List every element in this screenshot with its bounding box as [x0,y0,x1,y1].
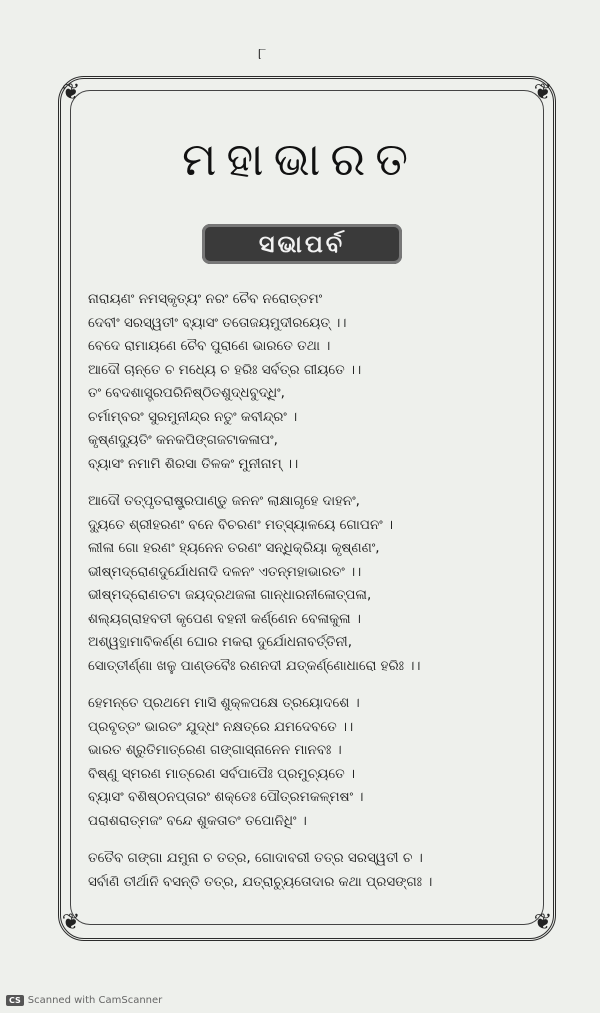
verse-stanza [88,847,538,894]
verse-line: ପରାଶରାତ୍ମଜଂ ବନ୍ଦେ ଶୁକତାତଂ ତପୋନିଧିଂ । [88,812,307,829]
verse-line: ନାରାୟଣଂ ନମସ୍କୃତ୍ୟଂ ନରଂ ଚୈବ ନରୋତ୍ତମଂ [88,291,323,307]
verse-line: ଦ୍ୟୁତେ ଶ୍ରୀହରଣଂ ବନେ ବିଚରଣଂ ମତ୍ସ୍ୟାଳୟେ ଗୋପନଂ । [88,516,394,533]
verse-stanza [88,490,538,678]
verse-line: ସର୍ବାଣି ତୀର୍ଥାନି ବସନ୍ତି ତତ୍ର, ଯତ୍ରାଚ୍ୟୁତୋଦାର କଥା ପ୍ରସଙ୍ଗଃ । [88,873,433,890]
verse-line: ତତୈବ ଗଙ୍ଗା ଯମୁନା ଚ ତତ୍ର, ଗୋଦାବରୀ ତତ୍ର ସରସ୍ୱତୀ ଚ । [88,850,423,866]
subtitle-text: ସଭାପର୍ବ [258,230,346,258]
verse-line: ତଂ ବେଦଶାସ୍ତ୍ରପରିନିଷ୍ଠିତଶୁଦ୍ଧବୁଦ୍ଧିଂ, [88,385,285,401]
scanner-watermark [6,995,162,1006]
subtitle-banner [202,224,402,264]
verse-line: ଆଦୌ ତତ୍ପୃତରାଷ୍ଟ୍ରପାଣ୍ଡୁ ଜନନଂ ଲାକ୍ଷାଗୃହେ ଦାହନଂ, [88,493,360,509]
verse-line: ଭୀଷ୍ମଦ୍ରୋଣଦୁର୍ଯୋଧନାଦି ଦଳନଂ ଏତନ୍ମହାଭାରତଂ ।। [88,563,362,580]
verse-line: ବିଷ୍ଣୁ ସ୍ମରଣ ମାତ୍ରେଣ ସର୍ବପାପୈଃ ପ୍ରମୁଚ୍ୟତେ । [88,765,356,782]
verse-line: ଆଦୌ ଚାନ୍ତେ ଚ ମଧ୍ୟେ ଚ ହରିଃ ସର୍ବତ୍ର ଗୀୟତେ ।। [88,361,362,378]
corner-ornament-icon: ❦ [61,80,81,105]
page-title: ମହାଭାରତ [181,132,419,186]
corner-ornament-icon: ❦ [533,910,553,935]
camscanner-logo: CS [6,995,24,1006]
verse-line: ଅଶ୍ୱତ୍ଥାମାବିକର୍ଣ୍ଣ ଘୋର ମକରା ଦୁର୍ଯୋଧନାବର୍ତ୍ତିନୀ, [88,634,353,650]
verse-line: ଲୀଳା ଗୋ ହରଣଂ ହ୍ୟନେନ ତରଣଂ ସନ୍ଧିକ୍ରିୟା କୃଷ୍ଣଣଂ, [88,540,380,556]
verse-stanza [88,288,538,476]
scanner-text: Scanned with CamScanner [27,995,163,1006]
verse-line: ପ୍ରବୃତ୍ତଂ ଭାରତଂ ଯୁଦ୍ଧଂ ନକ୍ଷତ୍ରେ ଯମଦେବତେ ।। [88,718,354,735]
page-number: ୮ [258,44,267,63]
verse-line: ଚର୍ମାମ୍ବରଂ ସୁରମୁନୀନ୍ଦ୍ର ନତୁଂ କବୀନ୍ଦ୍ରଂ । [88,408,298,425]
verse-line: ଦେବୀଂ ସରସ୍ୱତୀଂ ବ୍ୟାସଂ ତତୋଜୟମୁଦୀରୟେତ୍ ।। [88,314,347,331]
verse-line: ବେଦେ ରାମାୟଣେ ଚୈବ ପୁରାଣେ ଭାରତେ ତଥା । [88,338,331,354]
verse-line: ସୋତ୍ତୀର୍ଣ୍ଣା ଖଳୁ ପାଣ୍ଡବୈଃ ରଣନଦୀ ଯତ୍କର୍ଣ୍ଣୋଧାରୋ ହରିଃ ।। [88,657,421,674]
verses-block [88,288,538,908]
verse-stanza [88,692,538,833]
corner-ornament-icon: ❦ [533,80,553,105]
verse-line: ଭୀଷ୍ମଦ୍ରୋଣତଟା ଜୟଦ୍ରଥଜଳା ଗାନ୍ଧାରନୀଳୋତ୍ପଳା, [88,587,372,603]
corner-ornament-icon: ❦ [61,910,81,935]
verse-line: ଶଲ୍ୟଗ୍ରାହବତୀ କୃପେଣ ବହନୀ କର୍ଣ୍ଣେନ ବେଳାକୁଳା । [88,610,361,627]
verse-line: କୃଷ୍ଣଦ୍ୟୁତିଂ କନକପିଙ୍ଗଜଟାକଳାପଂ, [88,432,278,448]
verse-line: ହେମନ୍ତେ ପ୍ରଥମେ ମାସି ଶୁକ୍ଳପକ୍ଷେ ତ୍ରୟୋଦଶେ । [88,695,360,711]
verse-line: ବ୍ୟାସଂ ବଶିଷ୍ଠନପ୍ତାରଂ ଶକ୍ତେଃ ପୌତ୍ରମକଳ୍ମଷଂ । [88,789,364,805]
verse-line: ବ୍ୟାସଂ ନମାମି ଶିରସା ତିଳକଂ ମୁନୀନାମ୍ ।। [88,455,299,472]
verse-line: ଭାରତ ଶ୍ରୁତିମାତ୍ରେଣ ଗଙ୍ଗାସ୍ନାନେନ ମାନବଃ । [88,742,342,758]
